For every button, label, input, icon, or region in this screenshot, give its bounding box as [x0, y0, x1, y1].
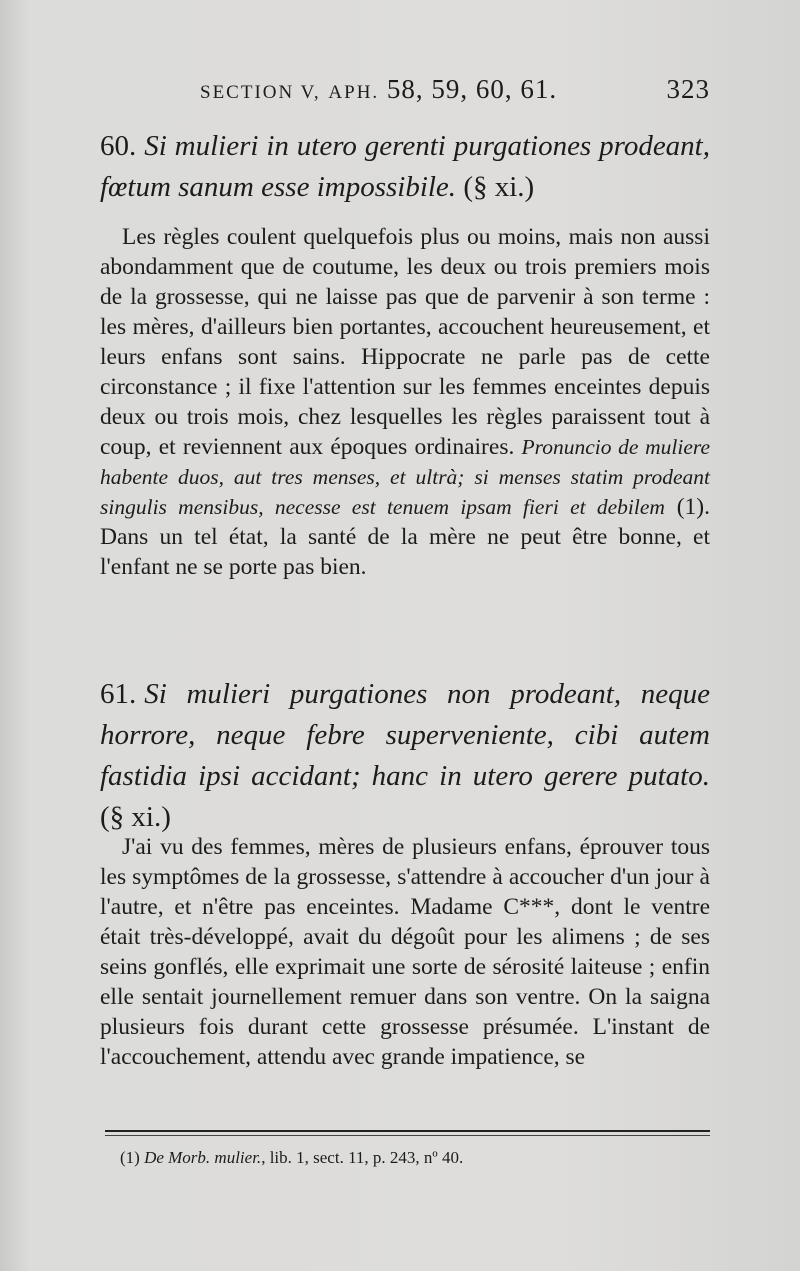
- aphorism-61-number: 61.: [100, 678, 137, 710]
- footnote-divider: [105, 1130, 710, 1132]
- aphorism-60: [100, 126, 710, 208]
- aphorism-61-ref: (§ xi.): [100, 801, 171, 833]
- commentary-61-paragraph: J'ai vu des femmes, mères de plusieurs enfans, éprouver tous les symptômes de la grossesse, s'attendre à accoucher d'un jour à l'autre, et n'être pas enceintes. Madame C***, dont le ventre était très-développé, avait du dégoût pour les alimens ; de ses seins gonflés, elle exprimait une sorte de sérosité laiteuse ; enfin elle sentait journellement remuer dans son ventre. On la saigna plusieurs fois durant cette grossesse présumée. L'instant de l'accouchement, attendu avec grande impatience, se: [100, 834, 710, 1070]
- commentary-60: [100, 222, 710, 582]
- aphorism-61-heading: [100, 674, 710, 838]
- footnote-title: De Morb. mulier.: [144, 1148, 262, 1167]
- commentary-60-quote: Pronuncio de muliere habente duos, aut tres menses, et ultrà; si menses statim prodeant singulis mensibus, necesse est tenuem ipsam fieri et debilem: [100, 435, 711, 519]
- aphorism-60-latin: Si mulieri in utero gerenti purgationes prodeant, fœtum sanum esse impossibile.: [100, 130, 710, 203]
- header-aph-numbers: 58, 59, 60, 61.: [386, 74, 558, 104]
- footnote: [120, 1148, 463, 1168]
- commentary-60-text-1: Les règles coulent quelquefois plus ou moins, mais non aussi abondamment que de coutume, les deux ou trois premiers mois de la grossesse, qui ne laisse pas que de parvenir à son terme : les mères, d'ailleurs bien portantes, accouchent heureusement, et leurs enfans sont sains. Hippocrate ne parle pas de cette circonstance ; il fixe l'attention sur les femmes enceintes depuis deux ou trois mois, chez lesquelles les règles paraissent tout à coup, et reviennent aux époques ordinaires.: [100, 224, 710, 460]
- aphorism-60-ref: (§ xi.): [463, 171, 535, 203]
- footnote-citation: , lib. 1, sect. 11, p. 243, nº 40.: [261, 1148, 464, 1167]
- running-header: [200, 74, 710, 105]
- page-number: 323: [666, 74, 710, 104]
- footnote-reference: (1).: [664, 494, 710, 520]
- aphorism-61-latin: Si mulieri purgationes non prodeant, neque horrore, neque febre superveniente, cibi autem fastidia ipsi accidant; hanc in utero gerere putato.: [100, 678, 710, 792]
- aphorism-60-number: 60.: [100, 130, 137, 162]
- commentary-61: [100, 832, 710, 1072]
- header-section: SECTION V,: [200, 82, 321, 103]
- commentary-60-text-2: Dans un tel état, la santé de la mère ne peut être bonne, et l'enfant ne se porte pas bien.: [100, 524, 710, 580]
- aphorism-60-heading: [100, 126, 710, 208]
- aphorism-61: [100, 674, 710, 838]
- header-aph-label: APH.: [328, 82, 380, 103]
- commentary-60-paragraph: [100, 222, 710, 582]
- footnote-marker: (1): [120, 1148, 140, 1167]
